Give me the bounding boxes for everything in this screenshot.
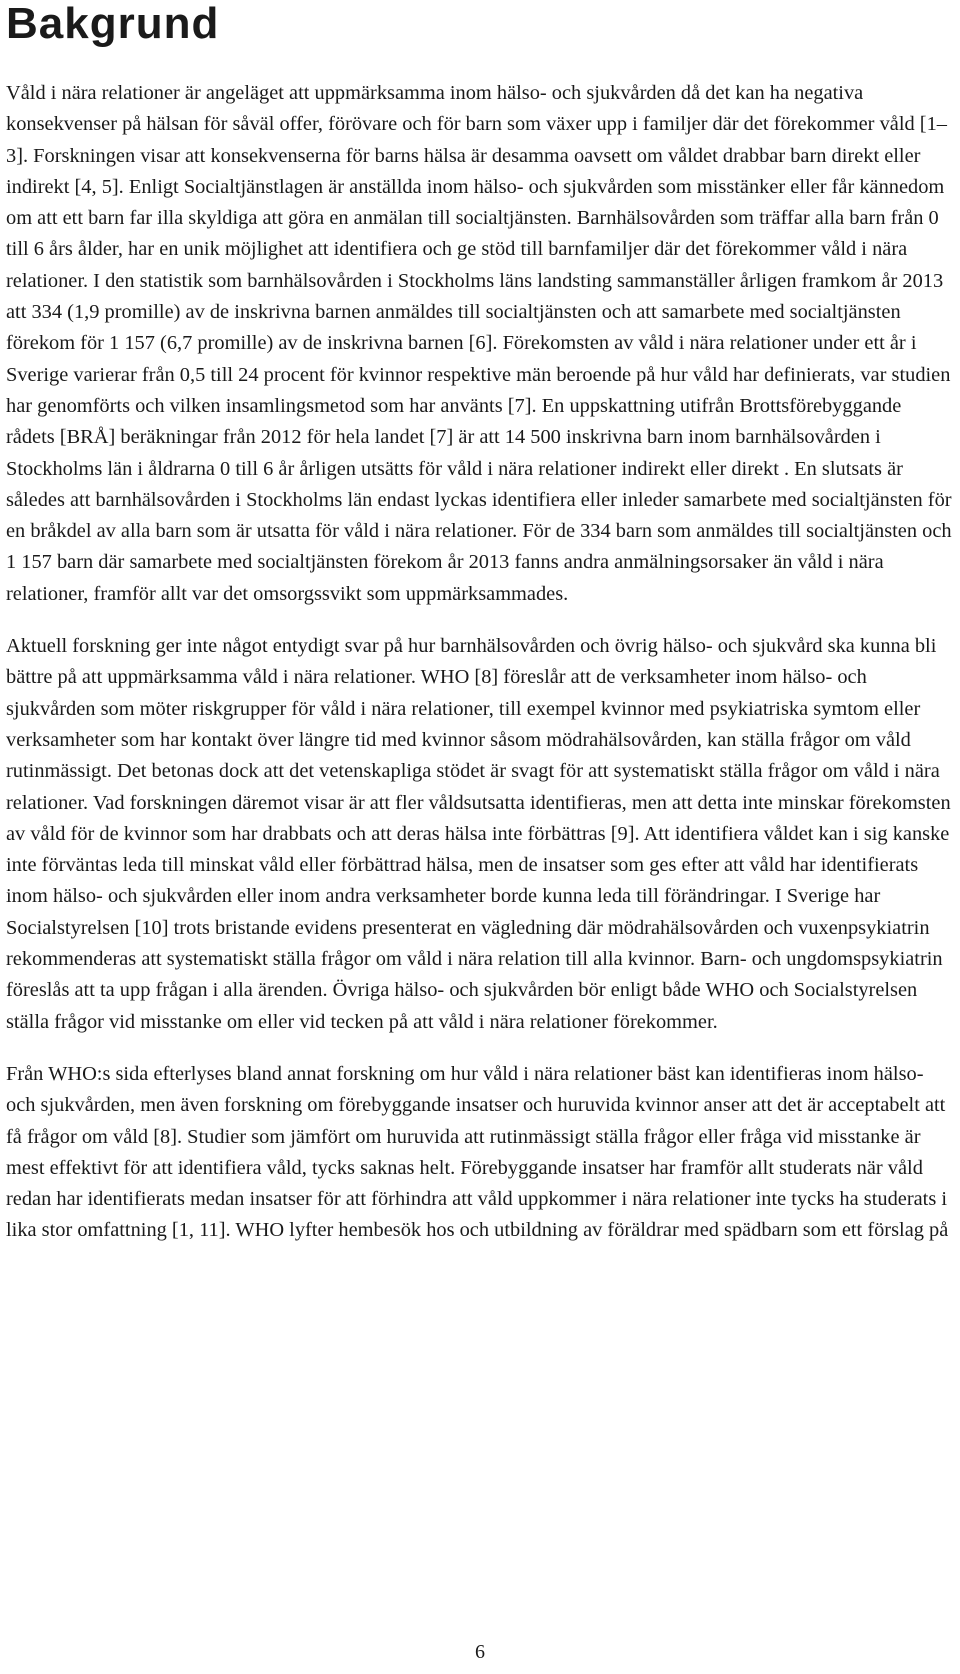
page-number: 6 [475, 1641, 485, 1663]
paragraph-3: Från WHO:s sida efterlyses bland annat forskning om hur våld i nära relationer bäst kan identifieras inom hälso- och sjukvården, men även forskning om förebyggande insatser och huruvida kvinnor anser att det är acceptabelt att få frågor om våld [8]. Studier som jämfört om huruvida att rutinmässigt ställa frågor eller fråga vid misstanke är mest effektivt för att identifiera våld, tycks saknas helt. Förebyggande insatser har framför allt studerats när våld redan har identifierats medan insatser för att förhindra att våld uppkommer i nära relationer inte tycks ha studerats i lika stor omfattning [1, 11]. WHO lyfter hembesök hos och utbildning av föräldrar med spädbarn som ett förslag på [6, 1062, 949, 1242]
body-text [6, 78, 954, 1268]
paragraph-1: Våld i nära relationer är angeläget att uppmärksamma inom hälso- och sjukvården då det kan ha negativa konsekvenser på hälsan för såväl offer, förövare och för barn som växer upp i familjer där det förekommer våld [1–3]. Forskningen visar att konsekvenserna för barns hälsa är desamma oavsett om våldet drabbar barn direkt eller indirekt [4, 5]. Enligt Socialtjänstlagen är anställda inom hälso- och sjukvården som misstänker eller får kännedom om att ett barn far illa skyldiga att göra en anmälan till socialtjänsten. Barnhälsovården som träffar alla barn från 0 till 6 års ålder, har en unik möjlighet att identifiera och ge stöd till barnfamiljer där det förekommer våld i nära relationer. I den statistik som barnhälsovården i Stockholms läns landsting sammanställer årligen framkom år 2013 att 334 (1,9 promille) av de inskrivna barnen anmäldes till socialtjänsten och att samarbete med socialtjänsten förekom för 1 157 (6,7 promille) av de inskrivna barnen [6]. Förekomsten av våld i nära relationer under ett år i Sverige varierar från 0,5 till 24 procent för kvinnor respektive män beroende på hur våld har definierats, var studien har genomförts och vilken insamlingsmetod som har använts [7]. En uppskattning utifrån Brottsförebyggande rådets [BRÅ] beräkningar från 2012 för hela landet [7] är att 14 500 inskrivna barn inom barnhälsovården i Stockholms län i åldrarna 0 till 6 år årligen utsätts för våld i nära relationer indirekt eller direkt . En slutsats är således att barnhälsovården i Stockholms län endast lyckas identifiera eller inleder samarbete med socialtjänsten för en bråkdel av alla barn som är utsatta för våld i nära relationer. För de 334 barn som anmäldes till socialtjänsten och 1 157 barn där samarbete med socialtjänsten förekom år 2013 fanns andra anmälningsorsaker än våld i nära relationer, framför allt var det omsorgssvikt som uppmärksammades. [6, 82, 952, 605]
section-heading: Bakgrund [6, 0, 220, 48]
paragraph-2: Aktuell forskning ger inte något entydigt svar på hur barnhälsovården och övrig hälso- och sjukvård ska kunna bli bättre på att uppmärksamma våld i nära relationer. WHO [8] föreslår att de verksamheter inom hälso- och sjukvården som möter riskgrupper för våld i nära relationer, till exempel kvinnor med psykiatriska symtom eller verksamheter som har kontakt över längre tid med kvinnor såsom mödrahälsovården, kan ställa frågor om våld rutinmässigt. Det betonas dock att det vetenskapliga stödet är svagt för att systematiskt ställa frågor om våld i nära relationer. Vad forskningen däremot visar är att fler våldsutsatta identifieras, men att detta inte minskar förekomsten av våld för de kvinnor som har drabbats och att deras hälsa inte förbättras [9]. Att identifiera våldet kan i sig kanske inte förväntas leda till minskat våld eller förbättrad hälsa, men de insatser som ges efter att våld har identifierats inom hälso- och sjukvården eller inom andra verksamheter borde kunna leda till förändringar. I Sverige har Socialstyrelsen [10] trots bristande evidens presenterat en vägledning där mödrahälsovården och vuxenpsykiatrin rekommenderas att systematiskt ställa frågor om våld i nära relation till alla kvinnor. Barn- och ungdomspsykiatrin föreslås att ta upp frågan i alla ärenden. Övriga hälso- och sjukvården bör enligt både WHO och Socialstyrelsen ställa frågor vid misstanke om eller vid tecken på att våld i nära relationer förekommer. [6, 635, 951, 1033]
